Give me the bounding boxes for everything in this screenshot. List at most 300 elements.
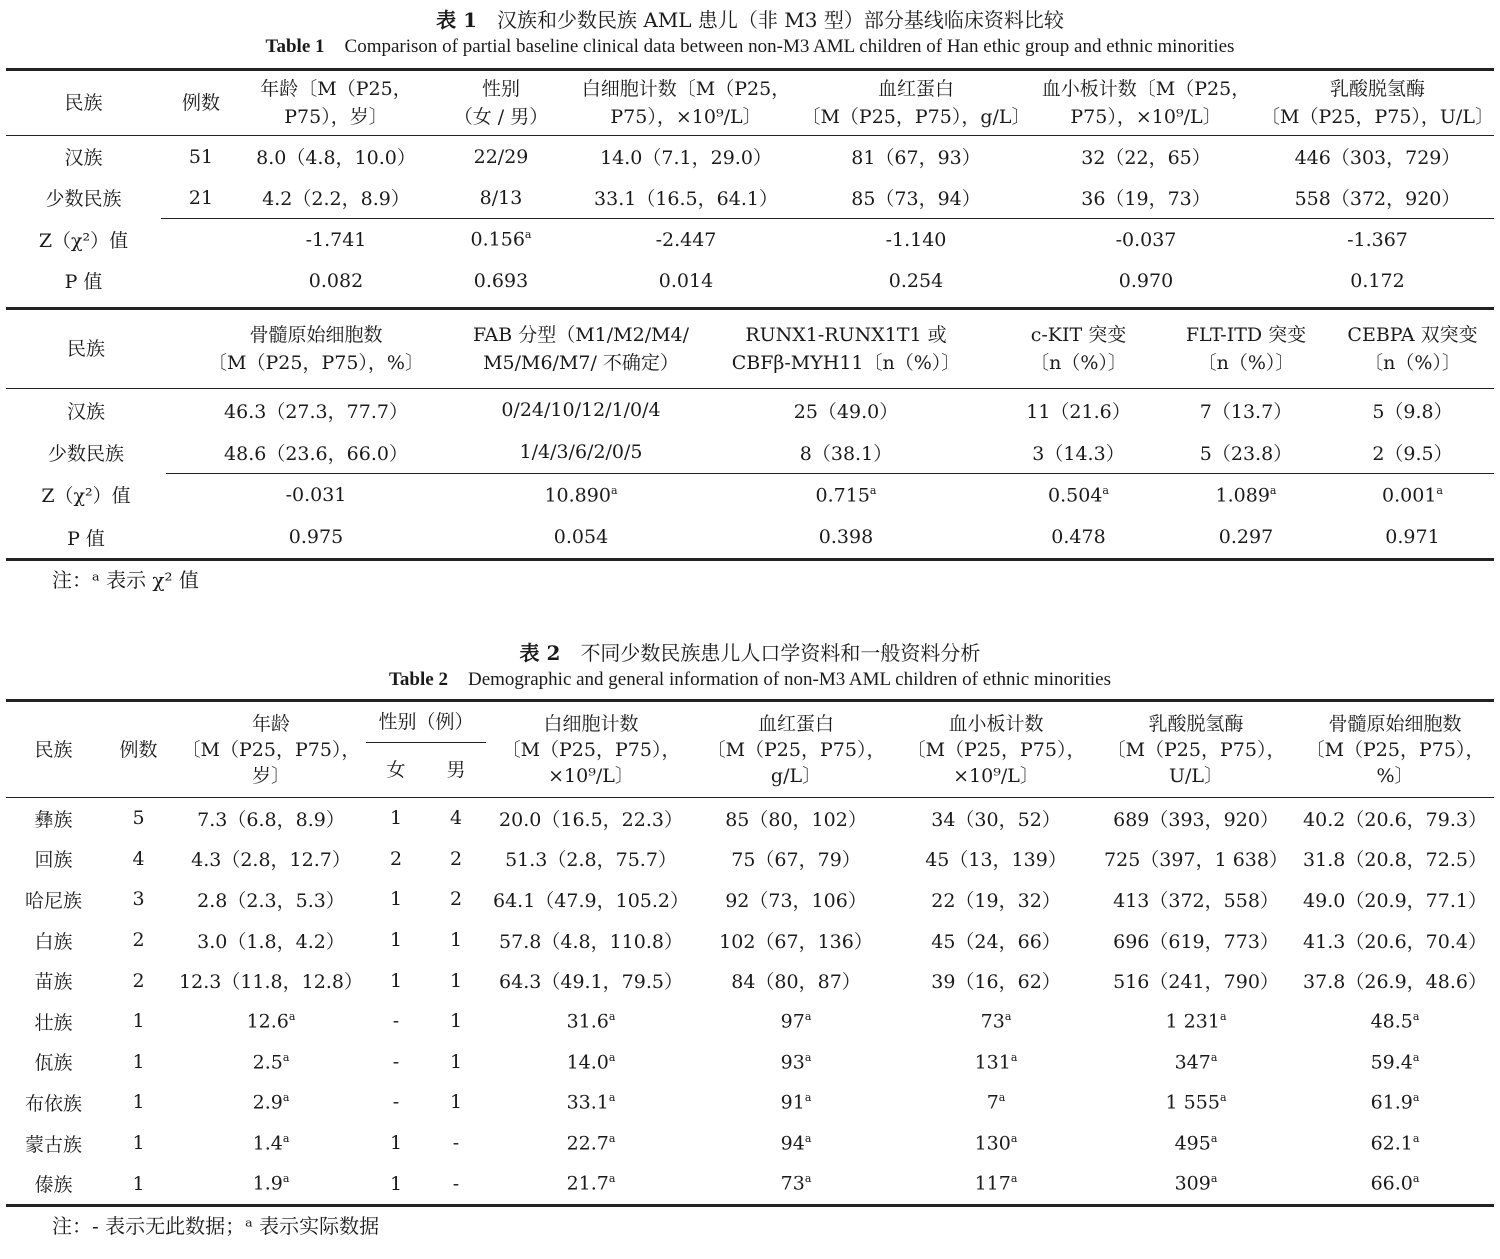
table-cell <box>896 879 1096 920</box>
table-cell <box>176 1001 366 1042</box>
table-cell <box>1096 1163 1296 1205</box>
t2-header-sex: 性别（例） <box>366 701 486 743</box>
z-value <box>1161 474 1331 517</box>
cell-value: 4 <box>449 807 463 830</box>
cell-sup: a <box>998 1091 1006 1105</box>
table-cell: 11（21.6） <box>1026 400 1131 423</box>
z-value <box>466 474 696 517</box>
z-label: Z（χ²）值 <box>41 485 131 508</box>
cell-sup: a <box>608 1010 616 1024</box>
cell-value: 59.4 <box>1370 1051 1413 1074</box>
table-cell <box>366 1082 426 1123</box>
table-cell: 1/4/3/6/2/0/5 <box>519 441 643 463</box>
cell-value: 85（80，102） <box>725 808 867 831</box>
cell-value: 31.6 <box>566 1010 609 1033</box>
table-cell <box>366 879 426 920</box>
cell-value: - <box>392 1091 400 1114</box>
table-cell <box>1096 839 1296 880</box>
table-cell <box>426 798 486 839</box>
p-value: 0.975 <box>288 526 344 548</box>
table-cell <box>6 1082 101 1123</box>
table-cell <box>101 839 176 880</box>
cell-value: 309 <box>1174 1172 1211 1195</box>
cell-value: 佤族 <box>34 1052 73 1075</box>
table-cell <box>486 879 696 920</box>
p-value: 0.970 <box>1118 269 1174 292</box>
cell-value: - <box>452 1172 460 1195</box>
table-row <box>6 389 1494 432</box>
table-cell <box>896 839 1096 880</box>
cell-value: 1 <box>389 1172 403 1195</box>
cell-value: 5 <box>132 807 145 830</box>
table-cell <box>486 1082 696 1123</box>
table-cell <box>486 798 696 839</box>
table-cell <box>101 1163 176 1205</box>
z-sup: a <box>869 483 877 497</box>
cell-value: 1 <box>132 1010 145 1033</box>
table-cell <box>426 839 486 880</box>
cell-value: 33.1 <box>566 1091 609 1114</box>
table-cell <box>101 879 176 920</box>
table-cell <box>486 920 696 961</box>
t1p1-header-line2: （女 / 男） <box>453 106 549 128</box>
table-cell <box>426 1042 486 1083</box>
table2-caption-cn: 表 2 不同少数民族患儿人口学资料和一般资料分析 <box>519 641 981 665</box>
cell-sup: a <box>804 1050 812 1064</box>
table-cell: 14.0（7.1，29.0） <box>600 147 772 169</box>
cell-value: 2 <box>132 929 145 952</box>
table-cell <box>1096 960 1296 1001</box>
p-value: 0.082 <box>308 269 364 292</box>
cell-value: 12.6 <box>246 1010 289 1033</box>
t1p1-header-line2: P75），岁〕 <box>284 106 388 128</box>
table-cell <box>696 1001 896 1042</box>
table-cell: 少数民族 <box>47 442 124 465</box>
t1p1-header-line1: 民族 <box>64 92 103 114</box>
t1p2-header-line1: FLT-ITD 突变 <box>1185 324 1307 346</box>
table2-note: 注：- 表示无此数据；ᵃ 表示实际数据 <box>52 1213 380 1238</box>
p-value: 0.478 <box>1051 526 1106 548</box>
t1p1-header-line1: 血小板计数〔M（P25， <box>1041 78 1251 100</box>
table-cell <box>101 1123 176 1164</box>
cell-sup: a <box>1412 1091 1420 1105</box>
cell-value: 1 <box>389 969 403 992</box>
table-cell <box>6 879 101 920</box>
t1p1-header-line1: 乳酸脱氢酶 <box>1329 78 1425 100</box>
cell-sup: a <box>282 1091 290 1105</box>
z-value <box>431 219 571 261</box>
table-row <box>6 920 1494 961</box>
cell-value: 2.9 <box>252 1091 283 1114</box>
cell-value: 34（30，52） <box>931 808 1061 831</box>
z-number: 1.089 <box>1215 484 1270 507</box>
table-cell <box>486 1001 696 1042</box>
z-sup: a <box>524 228 532 242</box>
cell-value: 1 <box>132 1172 145 1195</box>
cell-sup: a <box>282 1050 290 1064</box>
table-cell <box>101 798 176 839</box>
cell-value: 102（67，136） <box>719 930 873 953</box>
cell-sup: a <box>1412 1172 1420 1186</box>
cell-sup: a <box>804 1091 812 1105</box>
table-cell: 2（9.5） <box>1372 442 1453 465</box>
table-cell <box>176 1123 366 1164</box>
table-cell <box>1296 1082 1494 1123</box>
cell-sup: a <box>1412 1131 1420 1145</box>
z-sup: a <box>1269 483 1277 497</box>
cell-value: 20.0（16.5，22.3） <box>499 808 683 831</box>
table-row <box>6 1042 1494 1083</box>
table-cell <box>176 960 366 1001</box>
cell-value: 苗族 <box>34 971 73 994</box>
table-cell <box>176 879 366 920</box>
t1p2-header-0 <box>6 309 166 389</box>
cell-value: 41.3（20.6，70.4） <box>1303 930 1487 953</box>
p-value: 0.398 <box>818 526 874 548</box>
table-cell <box>366 1001 426 1042</box>
cell-sup: a <box>1004 1010 1012 1024</box>
t1p2-header-2 <box>466 309 696 389</box>
p-value: 0.971 <box>1385 526 1440 548</box>
cell-value: 413（372，558） <box>1113 889 1279 912</box>
cell-sup: a <box>1010 1131 1018 1145</box>
table-cell <box>1296 1123 1494 1164</box>
p-row <box>6 516 1494 560</box>
table-cell <box>176 920 366 961</box>
z-value <box>166 474 466 517</box>
cell-value: 64.1（47.9，105.2） <box>493 889 690 912</box>
cell-value: - <box>392 1050 400 1073</box>
t2-header-ldh: 乳酸脱氢酶 〔M（P25，P75）， U/L〕 <box>1106 712 1286 787</box>
table-cell: 汉族 <box>64 147 103 169</box>
table-cell: 7（13.7） <box>1199 400 1293 423</box>
table-cell <box>896 1001 1096 1042</box>
cell-value: 2.5 <box>252 1051 283 1074</box>
table-cell: 4.2（2.2，8.9） <box>262 188 410 210</box>
cell-value: 回族 <box>34 849 73 872</box>
cell-value: 1 <box>389 807 403 830</box>
cell-value: 130 <box>974 1132 1011 1155</box>
cell-value: 495 <box>1174 1132 1211 1155</box>
table-cell <box>1296 1001 1494 1042</box>
cell-value: 49.0（20.9，77.1） <box>1303 889 1487 912</box>
cell-value: 壮族 <box>34 1011 73 1034</box>
table-cell <box>426 1123 486 1164</box>
cell-value: 39（16，62） <box>931 971 1061 994</box>
cell-value: 布依族 <box>24 1092 82 1115</box>
cell-value: 2 <box>389 847 403 870</box>
t1p1-header-7 <box>1261 70 1494 136</box>
cell-sup: a <box>1210 1050 1218 1064</box>
table-row <box>6 960 1494 1001</box>
cell-value: 白族 <box>34 930 73 953</box>
t1p2-header-line2: 〔n（%）〕 <box>1030 352 1127 374</box>
table-cell <box>6 1001 101 1042</box>
t2-header-age: 年龄 〔M（P25，P75）， 岁〕 <box>181 712 361 787</box>
t1p2-header-1 <box>166 309 466 389</box>
table-cell <box>1296 879 1494 920</box>
table-cell <box>1096 1001 1296 1042</box>
table-cell <box>176 1082 366 1123</box>
t1p1-header-0 <box>6 70 161 136</box>
table-cell: 0/24/10/12/1/0/4 <box>501 399 661 421</box>
t1p2-header-6 <box>1331 309 1494 389</box>
z-sup: a <box>610 483 618 497</box>
page <box>6 0 1494 1241</box>
cell-value: 1 <box>132 1050 145 1073</box>
t2-header-wbc: 白细胞计数 〔M（P25，P75）， ×10⁹/L〕 <box>501 712 681 787</box>
table-cell <box>426 879 486 920</box>
z-value <box>1261 219 1494 261</box>
t2-header-blast: 骨髓原始细胞数 〔M（P25，P75）， %〕 <box>1305 712 1485 787</box>
cell-value: 2 <box>449 888 463 911</box>
table-cell <box>1096 798 1296 839</box>
t2-header-ethnic: 民族 <box>34 738 73 761</box>
table1-caption-cn: 表 1 汉族和少数民族 AML 患儿（非 M3 型）部分基线临床资料比较 <box>436 8 1064 32</box>
cell-sup: a <box>804 1172 812 1186</box>
t2-header-hb: 血红蛋白 〔M（P25，P75）， g/L〕 <box>706 712 886 787</box>
cell-value: 1 <box>449 1010 463 1033</box>
cell-value: 4.3（2.8，12.7） <box>191 849 351 872</box>
cell-value: 彝族 <box>34 808 73 831</box>
table-cell <box>101 1001 176 1042</box>
t2-header-female: 女 <box>386 759 406 781</box>
cell-value: 31.8（20.8，72.5） <box>1303 849 1487 872</box>
t1p1-header-line1: 白细胞计数〔M（P25， <box>581 78 791 100</box>
table-cell: 33.1（16.5，64.1） <box>594 188 778 210</box>
table-cell: 51 <box>188 145 214 168</box>
cell-value: 94 <box>780 1132 805 1155</box>
table1-caption-en: Table 1 Comparison of partial baseline clinical data between non-M3 AML children of Han ethic group and ethnic minorities <box>265 36 1235 57</box>
cell-value: 84（80，87） <box>731 971 861 994</box>
cell-sup: a <box>282 1172 290 1186</box>
t1p2-header-line2: 〔n（%）〕 <box>1364 352 1461 374</box>
cell-value: 37.8（26.9，48.6） <box>1303 971 1487 994</box>
table-row <box>6 1082 1494 1123</box>
cell-value: 1 555 <box>1165 1091 1220 1114</box>
cell-sup: a <box>608 1091 616 1105</box>
cell-value: 1.9 <box>252 1172 283 1195</box>
p-value: 0.297 <box>1218 526 1274 548</box>
z-number: 0.504 <box>1048 484 1103 507</box>
table-cell <box>486 1163 696 1205</box>
cell-value: 蒙古族 <box>24 1133 82 1156</box>
table-cell <box>426 920 486 961</box>
table-cell <box>101 1082 176 1123</box>
table-cell <box>1296 1163 1494 1205</box>
table-cell <box>696 1082 896 1123</box>
t2-header-plt: 血小板计数 〔M（P25，P75）， ×10⁹/L〕 <box>906 712 1086 787</box>
cell-value: 73 <box>780 1172 805 1195</box>
table-cell <box>1096 1082 1296 1123</box>
cell-sup: a <box>608 1050 616 1064</box>
cell-value: 傣族 <box>34 1174 73 1197</box>
table-cell <box>366 798 426 839</box>
cell-value: 51.3（2.8，75.7） <box>505 849 677 872</box>
cell-sup: a <box>1010 1172 1018 1186</box>
table-cell: 48.6（23.6，66.0） <box>224 442 408 465</box>
table-cell: 少数民族 <box>45 188 122 211</box>
cell-value: 696（619，773） <box>1113 930 1279 953</box>
cell-value: 1 <box>132 1132 145 1155</box>
table-cell <box>896 798 1096 839</box>
p-value: 0.172 <box>1350 269 1405 292</box>
t1p2-header-line2: CBFβ-MYH11〔n（%）〕 <box>731 352 961 374</box>
t1p2-header-3 <box>696 309 996 389</box>
z-number: -0.031 <box>285 484 347 506</box>
cell-value: 1 <box>389 929 403 952</box>
cell-value: 1 <box>449 969 463 992</box>
table-cell <box>696 839 896 880</box>
table-cell <box>366 839 426 880</box>
table-cell <box>896 1082 1096 1123</box>
p-spacer <box>161 260 241 301</box>
t1p1-header-line2: 〔M（P25，P75），g/L〕 <box>801 106 1031 128</box>
t1p1-header-line2: 〔M（P25，P75），U/L〕 <box>1261 106 1494 128</box>
cell-value: 3 <box>132 888 145 911</box>
z-number: -0.037 <box>1115 228 1177 251</box>
table-cell <box>6 960 101 1001</box>
cell-value: - <box>452 1132 460 1155</box>
cell-value: 97 <box>780 1010 805 1033</box>
cell-value: 92（73，106） <box>725 889 867 912</box>
table-cell <box>1296 798 1494 839</box>
table-cell <box>486 960 696 1001</box>
cell-value: 14.0 <box>566 1051 609 1074</box>
table-cell: 3（14.3） <box>1032 442 1125 465</box>
table-cell <box>696 960 896 1001</box>
table-row <box>6 136 1494 178</box>
t1p2-header-line1: RUNX1-RUNX1T1 或 <box>745 324 947 346</box>
z-number: 0.715 <box>815 484 870 507</box>
t1p2-header-line1: CEBPA 双突变 <box>1347 324 1478 346</box>
z-number: 10.890 <box>544 484 611 507</box>
p-label: P 值 <box>67 527 105 550</box>
table-row <box>6 798 1494 839</box>
cell-value: 1 <box>449 1050 463 1073</box>
cell-sup: a <box>1219 1091 1227 1105</box>
z-sup: a <box>1436 483 1443 497</box>
table-cell: 5（23.8） <box>1199 442 1293 465</box>
z-value <box>1031 219 1261 261</box>
t1p2-header-line2: M5/M6/M7/ 不确定） <box>483 352 679 374</box>
cell-value: 57.8（4.8，110.8） <box>499 930 683 953</box>
table1-note: 注：ᵃ 表示 χ² 值 <box>52 568 199 592</box>
t1p2-header-line2: 〔n（%）〕 <box>1197 352 1295 374</box>
cell-value: 1 <box>449 1091 463 1114</box>
table-cell <box>176 798 366 839</box>
table2 <box>6 699 1494 1207</box>
t1p2-header-5 <box>1161 309 1331 389</box>
cell-value: 3.0（1.8，4.2） <box>197 930 345 953</box>
table-cell <box>426 1001 486 1042</box>
cell-value: 2.8（2.3，5.3） <box>197 889 345 912</box>
table-cell <box>1296 1042 1494 1083</box>
t2-header-count: 例数 <box>119 738 158 761</box>
cell-value: 1.4 <box>252 1132 283 1155</box>
table-cell <box>696 1123 896 1164</box>
t1p2-header-4 <box>996 309 1161 389</box>
cell-value: - <box>392 1010 400 1033</box>
cell-value: 61.9 <box>1370 1091 1413 1114</box>
cell-value: 21.7 <box>566 1172 609 1195</box>
t1p2-header-line1: c-KIT 突变 <box>1030 324 1127 346</box>
table-cell: 8/13 <box>479 186 523 209</box>
t1p1-header-line1: 血红蛋白 <box>877 78 954 100</box>
cell-value: 1 <box>132 1091 145 1114</box>
table-cell <box>176 839 366 880</box>
z-number: -1.140 <box>885 228 947 251</box>
table-cell <box>176 1163 366 1205</box>
z-value <box>241 219 431 261</box>
t1p1-header-4 <box>571 70 801 136</box>
cell-value: 45（24，66） <box>931 930 1061 953</box>
t1p1-header-line2: P75），×10⁹/L〕 <box>1070 106 1222 128</box>
cell-value: 689（393，920） <box>1113 808 1279 831</box>
cell-value: 131 <box>974 1051 1011 1074</box>
t1p1-header-2 <box>241 70 431 136</box>
table-cell <box>696 920 896 961</box>
table-cell <box>896 1123 1096 1164</box>
table-cell: 8.0（4.8，10.0） <box>256 147 416 169</box>
cell-value: 哈尼族 <box>24 889 82 912</box>
table-cell <box>6 839 101 880</box>
table-cell <box>1296 920 1494 961</box>
t2-header-male: 男 <box>446 759 466 781</box>
cell-value: 2 <box>449 847 463 870</box>
z-row <box>6 219 1494 261</box>
cell-value: 516（241，790） <box>1113 971 1279 994</box>
cell-sup: a <box>1210 1172 1218 1186</box>
t1p2-header-line2: 〔M（P25，P75），%〕 <box>208 352 424 374</box>
cell-value: 64.3（49.1，79.5） <box>499 971 683 994</box>
cell-value: 73 <box>980 1010 1005 1033</box>
table-cell <box>176 1042 366 1083</box>
t1p1-header-line1: 性别 <box>481 78 520 100</box>
table-cell: 32（22，65） <box>1081 147 1211 169</box>
table1-part2 <box>6 307 1494 561</box>
cell-sup: a <box>288 1010 296 1024</box>
cell-value: 91 <box>780 1091 805 1114</box>
table-cell <box>1096 1042 1296 1083</box>
table-cell <box>896 1042 1096 1083</box>
table-cell: 558（372，920） <box>1294 188 1461 210</box>
table-cell <box>696 1042 896 1083</box>
cell-value: 12.3（11.8，12.8） <box>179 971 363 994</box>
table-cell: 446（303，729） <box>1294 147 1461 169</box>
z-number: -2.447 <box>655 228 717 251</box>
table-cell <box>426 1082 486 1123</box>
p-label: P 值 <box>64 271 103 293</box>
z-value <box>1331 474 1494 517</box>
table-row <box>6 1123 1494 1164</box>
cell-value: 62.1 <box>1370 1132 1413 1155</box>
cell-sup: a <box>608 1172 616 1186</box>
cell-sup: a <box>1210 1131 1218 1145</box>
table-cell: 46.3（27.3，77.7） <box>224 400 408 423</box>
table-cell <box>366 920 426 961</box>
table-cell: 8（38.1） <box>799 442 893 465</box>
cell-value: 725（397，1 638） <box>1104 849 1288 872</box>
table-cell <box>101 960 176 1001</box>
cell-value: 48.5 <box>1370 1010 1413 1033</box>
z-value <box>696 474 996 517</box>
table-cell <box>426 960 486 1001</box>
table-cell <box>696 879 896 920</box>
table-cell <box>366 1123 426 1164</box>
table1-part1 <box>6 68 1494 301</box>
table-cell <box>896 1163 1096 1205</box>
